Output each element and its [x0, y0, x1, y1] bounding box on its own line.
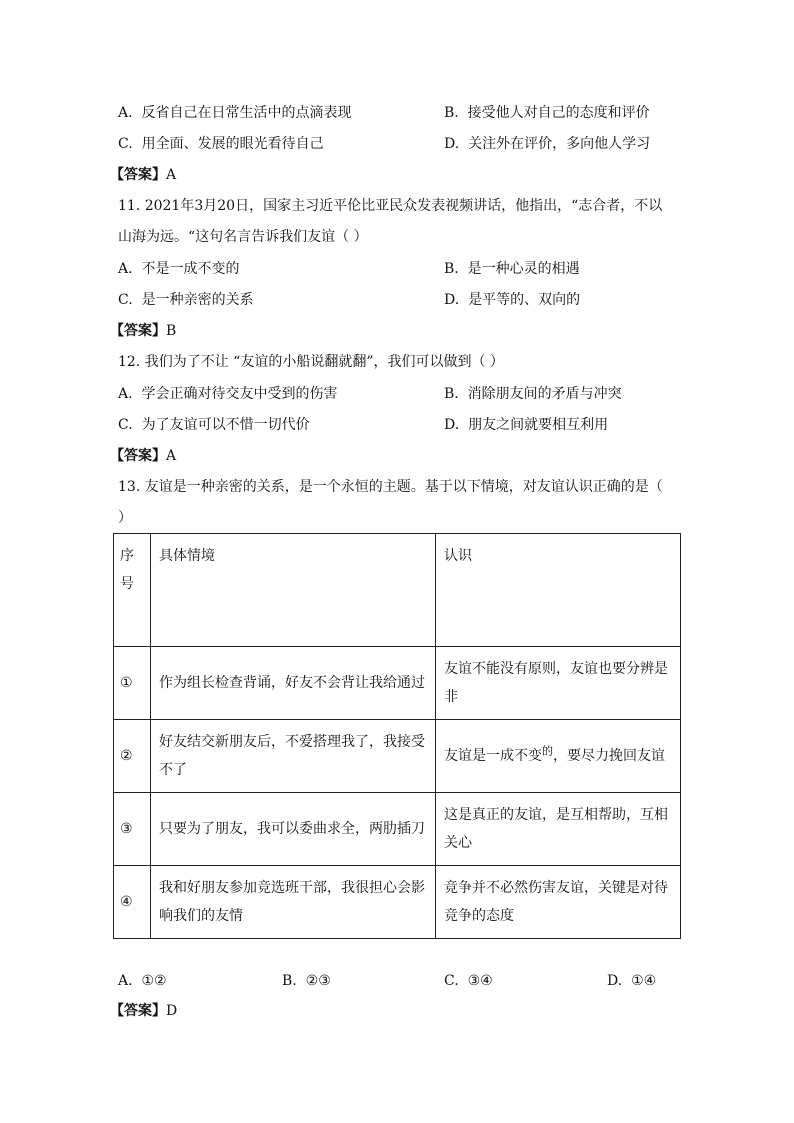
q11-option-c: C. 是一种亲密的关系: [118, 292, 254, 308]
q11-stem-line2: 山海为远。“这句名言告诉我们友谊（ ）: [118, 229, 368, 245]
q13-option-b: B. ②③: [282, 973, 331, 989]
table-row: [114, 720, 681, 793]
superscript-char: 的: [542, 744, 553, 758]
q10-option-d: D. 关注外在评价，多向他人学习: [444, 136, 651, 152]
q11-option-d: D. 是平等的、双向的: [444, 292, 581, 308]
q12-stem-line1: 12. 我们为了不让 “友谊的小船说翻就翻”，我们可以做到（ ）: [118, 354, 504, 370]
q10-option-c: C. 用全面、发展的眼光看待自己: [118, 136, 324, 152]
q13-stem-line2: ）: [118, 510, 132, 526]
table-row: [114, 793, 681, 866]
q13-answer: 【答案】D: [110, 1003, 178, 1019]
row-situation: 好友结交新朋友后，不爱搭理我了，我接受不了: [151, 720, 436, 793]
q12-option-b: B. 消除朋友间的矛盾与冲突: [444, 386, 622, 402]
q11-answer: 【答案】B: [110, 323, 177, 339]
table-row: [114, 866, 681, 939]
header-situation: 具体情境: [151, 534, 436, 647]
q13-situation-table: [113, 533, 681, 939]
q11-option-a: A. 不是一成不变的: [118, 261, 240, 277]
q12-option-c: C. 为了友谊可以不惜一切代价: [118, 417, 310, 433]
header-number: 序号: [114, 534, 151, 647]
table-header-row: [114, 534, 681, 647]
q13-option-a: A. ①②: [118, 973, 167, 989]
q12-option-d: D. 朋友之间就要相互利用: [444, 417, 609, 433]
row-number: ①: [114, 647, 151, 720]
row-number: ②: [114, 720, 151, 793]
q10-option-b: B. 接受他人对自己的态度和评价: [444, 105, 650, 121]
row-view: 竞争并不必然伤害友谊，关键是对待竞争的态度: [436, 866, 681, 939]
row-number: ③: [114, 793, 151, 866]
row-view: 友谊不能没有原则，友谊也要分辨是非: [436, 647, 681, 720]
q10-answer: 【答案】A: [110, 167, 177, 183]
header-view: 认识: [436, 534, 681, 647]
row-view: 友谊是一成不变$^的$，要尽力挽回友谊: [436, 720, 681, 793]
q13-option-c: C. ③④: [444, 973, 493, 989]
row-situation: 我和好朋友参加竞选班干部，我很担心会影响我们的友情: [151, 866, 436, 939]
row-situation: 作为组长检查背诵，好友不会背让我给通过: [151, 647, 436, 720]
q13-stem-line1: 13. 友谊是一种亲密的关系，是一个永恒的主题。基于以下情境，对友谊认识正确的是（: [118, 479, 663, 495]
row-number: ④: [114, 866, 151, 939]
table-row: [114, 647, 681, 720]
q11-stem-line1: 11. 2021年3月20日，国家主习近平伦比亚民众发表视频讲话，他指出，“志合者，不以: [118, 198, 663, 214]
q10-option-a: A. 反省自己在日常生活中的点滴表现: [118, 105, 352, 121]
q11-option-b: B. 是一种心灵的相遇: [444, 261, 580, 277]
q12-answer: 【答案】A: [110, 448, 177, 464]
q13-option-d: D. ①④: [607, 973, 657, 989]
row-situation: 只要为了朋友，我可以委曲求全，两肋插刀: [151, 793, 436, 866]
row-view: 这是真正的友谊，是互相帮助，互相关心: [436, 793, 681, 866]
q12-option-a: A. 学会正确对待交友中受到的伤害: [118, 386, 338, 402]
